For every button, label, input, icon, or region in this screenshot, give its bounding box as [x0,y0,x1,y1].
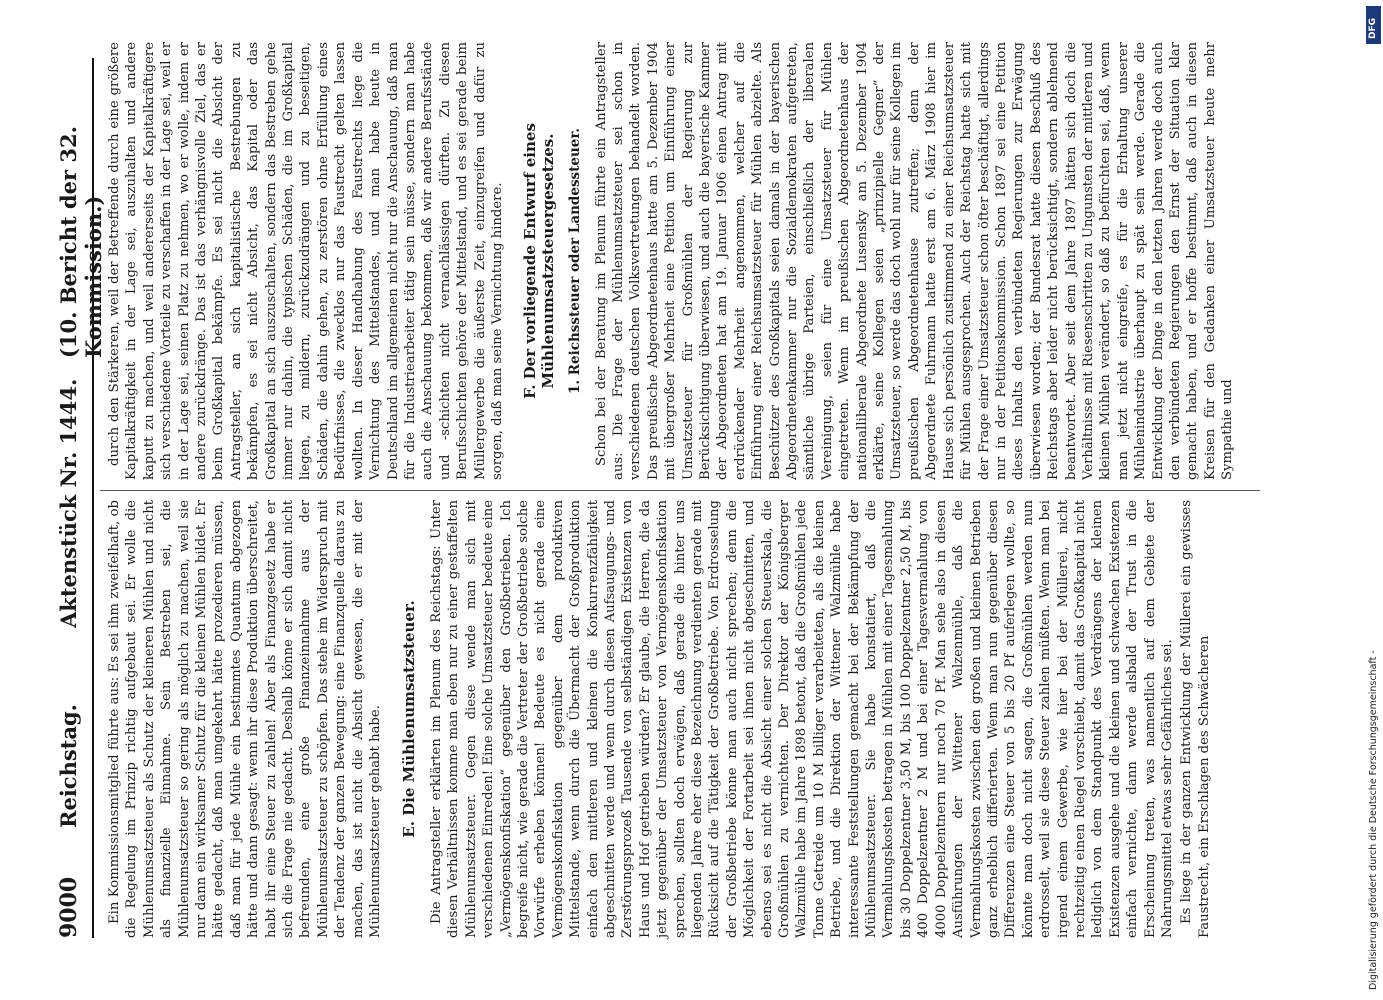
section-heading: E. Die Mühlenumsatzsteuer. [399,600,418,838]
subsection-heading: 1. Reichssteuer oder Landessteuer. [567,128,584,394]
header-right-title: (10. Bericht der 32. Kommission.) [56,126,106,358]
column-divider [100,490,1260,491]
paragraph: Es liege in der ganzen Entwicklung der Müllerei ein gewisses Faustrecht, ein Erschlagen des Schwächeren [1179,500,1212,938]
paragraph: Schon bei der Beratung im Plenum führte ein Antragsteller aus: Die Frage der Mühlenumsatzsteuer sei schon in verschiedenen deutschen Volksvertretungen behandelt worden. Das preußische Abgeordnetenhaus hatte am 5. Dezember 1904 mit übergroßer Mehrheit eine Petition um Einführung einer Umsatzsteuer für Großmühlen der Regierung zur Berücksichtigung überwiesen, und auch die bayerische Kammer der Abgeordneten hat am 19. Januar 1906 einen Antrag mit erdrückender Mehrheit angenommen, welcher auf die Einführung einer Reichsumsatzsteuer für Mühlen abzielte. Als Beschützer des Großkapitals seien damals in der bayerischen Abgeordnetenkammer nur die Sozialdemokraten aufgetreten, sämtliche übrige Parteien, einschließlich der liberalen Vereinigung, seien für eine Umsatzsteuer für Mühlen eingetreten. Wenn im preußischen Abgeordnetenhaus der nationalliberale Abgeordnete Lusensky am 5. Dezember 1904 erklärte, seine Kollegen seien „prinzipielle Gegner“ der Umsatzsteuer, so werde das doch wohl nur für seine Kollegen im preußischen Abgeordnetenhause zutreffen; denn der Abgeordnete Fuhrmann hatte erst am 6. März 1908 hier im Hause sich persönlich zustimmend zu einer Reichsumsatzsteuer für Mühlen ausgesprochen. Auch der Reichstag hatte sich mit der Frage einer Umsatzsteuer schon öfter beschäftigt, allerdings nur in der Petitionskommission. Schon 1897 sei eine Petition dieses Inhalts den verbündeten Regierungen zur Erwägung überwiesen worden; der Bundesrat hatte diesen Beschluß des Reichstags aber leider nicht berücksichtigt, sondern ablehnend beantwortet. Aber seit dem Jahre 1897 hätten sich doch die Verhältnisse mit Riesenschritten zu Ungunsten der mittleren und kleinen Mühlen verändert, so daß zu befürchten sei, daß, wenn man jetzt nicht eingreife, es für die Erhaltung unserer Mühlenindustrie überhaupt zu spät sein werde. Gerade die Entwicklung der Dinge in den letzten Jahren werde doch auch den verbündeten Regierungen den Ernst der Situation klar gemacht haben, und er hoffe bestimmt, daß auch in diesen Kreisen für den Gedanken einer Umsatzsteuer heute mehr Sympathie und [593,42,1236,480]
page-header [52,58,106,938]
page-number: 9000 [56,876,82,938]
digitization-note-text: Digitalisierung gefördert durch die Deutsche Forschungsgemeinschaft - [1368,650,1379,990]
right-column [106,42,1256,480]
paragraph: Die Antragsteller erklärten im Plenum des Reichstags: Unter diesen Verhältnissen komme man eben nur zu einer gestaffelten Mühlenumsatzsteuer. Gegen diese wende man sich mit verschiedenen Einreden! Eine solche Umsatzsteuer bedeute eine „Vermögenskonfiskation“ gegenüber den Großbetrieben. Ich begreife nicht, wie gerade die Vertreter der Großbetriebe solche Vorwürfe erheben können! Bedeute es nicht gerade eine Vermögenskonfiskation gegenüber dem produktiven Mittelstande, wenn durch die Übermacht der Großproduktion einfach den mittleren und kleinen die Konkurrenzfähigkeit abgeschnitten werde und wenn durch diesen Aufsaugungs- und Zerstörungsprozeß Tausende von selbständigen Existenzen von Haus und Hof getrieben würden? Er glaube, die Herren, die da jetzt gegenüber der Umsatzsteuer von Vermögenskonfiskation sprechen, sollten doch erwägen, daß gerade die hinter uns liegenden Jahre eher diese Bezeichnung verdienten gerade mit Rücksicht auf die Tätigkeit der Großbetriebe. Von Erdrosselung der Großbetriebe könne man auch nicht sprechen; denn die Möglichkeit der Fortarbeit sei ihnen nicht abgeschnitten, und ebenso sei es nicht die Absicht einer solchen Steuerskala, die Großmühlen zu vernichten. Der Direktor der Königsberger Walzmühle habe im Jahre 1898 betont, daß die Großmühlen jede Tonne Getreide um 10 M billiger verarbeiteten, als die kleinen Betriebe, und die Direktion der Wittener Walzmühle habe interessante Feststellungen gemacht bei der Bekämpfung der Mühlenumsatzsteuer. Sie habe konstatiert, daß die Vermahlungskosten betragen in Mühlen mit einer Tagesmahlung bis 30 Doppelzentner 3,50 M, bis 100 Doppelzentner 2,50 M, bis 400 Doppelzentner 2 M und bei einer Tagesvermahlung von 4000 Doppelzentnern nur noch 70 Pf. Man sehe also in diesen Ausführungen der Wittener Walzenmühle, daß die Vermahlungskosten zwischen den großen und kleinen Betrieben ganz erheblich differierten. Wenn man nun gegenüber diesen Differenzen eine Steuer von 5 bis 20 Pf auferlegen wollte, so könnte man doch nicht sagen, die Großmühlen werden nun erdrosselt, weil sie diese Steuer zahlen müßten. Wenn man bei irgend einem Gewerbe, wie hier bei der Müllerei, nicht rechtzeitig einen Riegel vorschiebt, damit das Großkapital nicht lediglich von dem Standpunkt des Verdrängens der kleinen Existenzen ausgehe und die kleinen und schwachen Existenzen einfach vernichte, dann werde alsbald der Trust in die Erscheinung treten, was namentlich auf dem Gebiete der Nahrungsmittel etwas sehr Gefährliches sei. [428,500,1175,938]
digitization-note [1368,10,1380,990]
paragraph: durch den Stärkeren, weil der Betreffende durch eine größere Kapitalkräftigkeit in der Lage sei, auszuhalten und andere kaputt zu machen, und weil andererseits der Kapitalkräftigere sich verschiedene Vorteile zu verschaffen in der Lage sei, weil er in der Lage sei, seinen Platz zu nehmen, wo er wolle, indem er andere zurückdränge. Das ist das verhängnisvolle Ziel, das er beim Großkapital bekämpfe. Es sei nicht die Absicht der Antragsteller, an sich kapitalistische Bestrebungen zu bekämpfen, es sei nicht Absicht, das Kapital oder das Großkapital an sich auszuschalten, sondern das Bestreben gehe immer nur dahin, die typischen Schäden, die im Großkapital liegen, zu mildern, zurückzudrängen und zu beseitigen, Schäden, die dahin gehen, zu zerstören ohne Erfüllung eines Bedürfnisses, die zwecklos nur das Faustrecht gelten lassen wollten. In dieser Handhabung des Faustrechts liege die Vernichtung des Mittelstandes, und man habe heute in Deutschland im allgemeinen nicht nur die Anschauung, daß man für die Industriearbeiter tätig sein müsse, sondern man habe auch die Anschauung bekommen, daß wir andere Berufsstände und -schichten nicht vernachlässigen dürften. Zu diesen Berufsschichten gehöre der Mittelstand, und es sei gerade beim Müllergewerbe die äußerste Zeit, einzugreifen und dafür zu sorgen, daß man seine Vernichtung hindere. [107,42,505,480]
paragraph: Ein Kommissionsmitglied führte aus: Es sei ihm zweifelhaft, ob die Regelung im Prinzip richtig aufgebaut sei. Er wolle die Mühlenumsatzsteuer als Schutz der kleineren Mühlen und nicht als finanzielle Einnahme. Sein Bestreben sei, die Mühlenumsatzsteuer so gering als möglich zu machen, weil sie nur dann ein wirksamer Schutz für die kleinen Mühlen bildet. Er hätte gedacht, daß man umgekehrt hätte prozedieren müssen, daß man für jede Mühle ein bestimmtes Quantum abgezogen hätte und dann gesagt: wenn ihr diese Produktion überschreitet, habt ihr eine Steuer zu zahlen! Aber als Finanzgesetz habe er sich die Frage nie gedacht. Deshalb könne er sich damit nicht befreunden, eine große Finanzeinnahme aus der Mühlenumsatzsteuer zu schöpfen. Das stehe im Widerspruch mit der Tendenz der ganzen Bewegung: eine Finanzquelle daraus zu machen, das ist nicht die Absicht gewesen, die er mit der Mühlenumsatzsteuer gehabt habe. [107,500,384,938]
header-left-title: Reichstag. [56,704,81,828]
left-column [106,500,1256,938]
header-doc-ref: Aktenstück Nr. 1444. [56,378,81,628]
dfg-logo-text: DFG [1368,17,1378,39]
section-heading: F. Der vorliegende Entwurf eines Mühlenumsatzsteuergesetzes. [521,123,557,399]
